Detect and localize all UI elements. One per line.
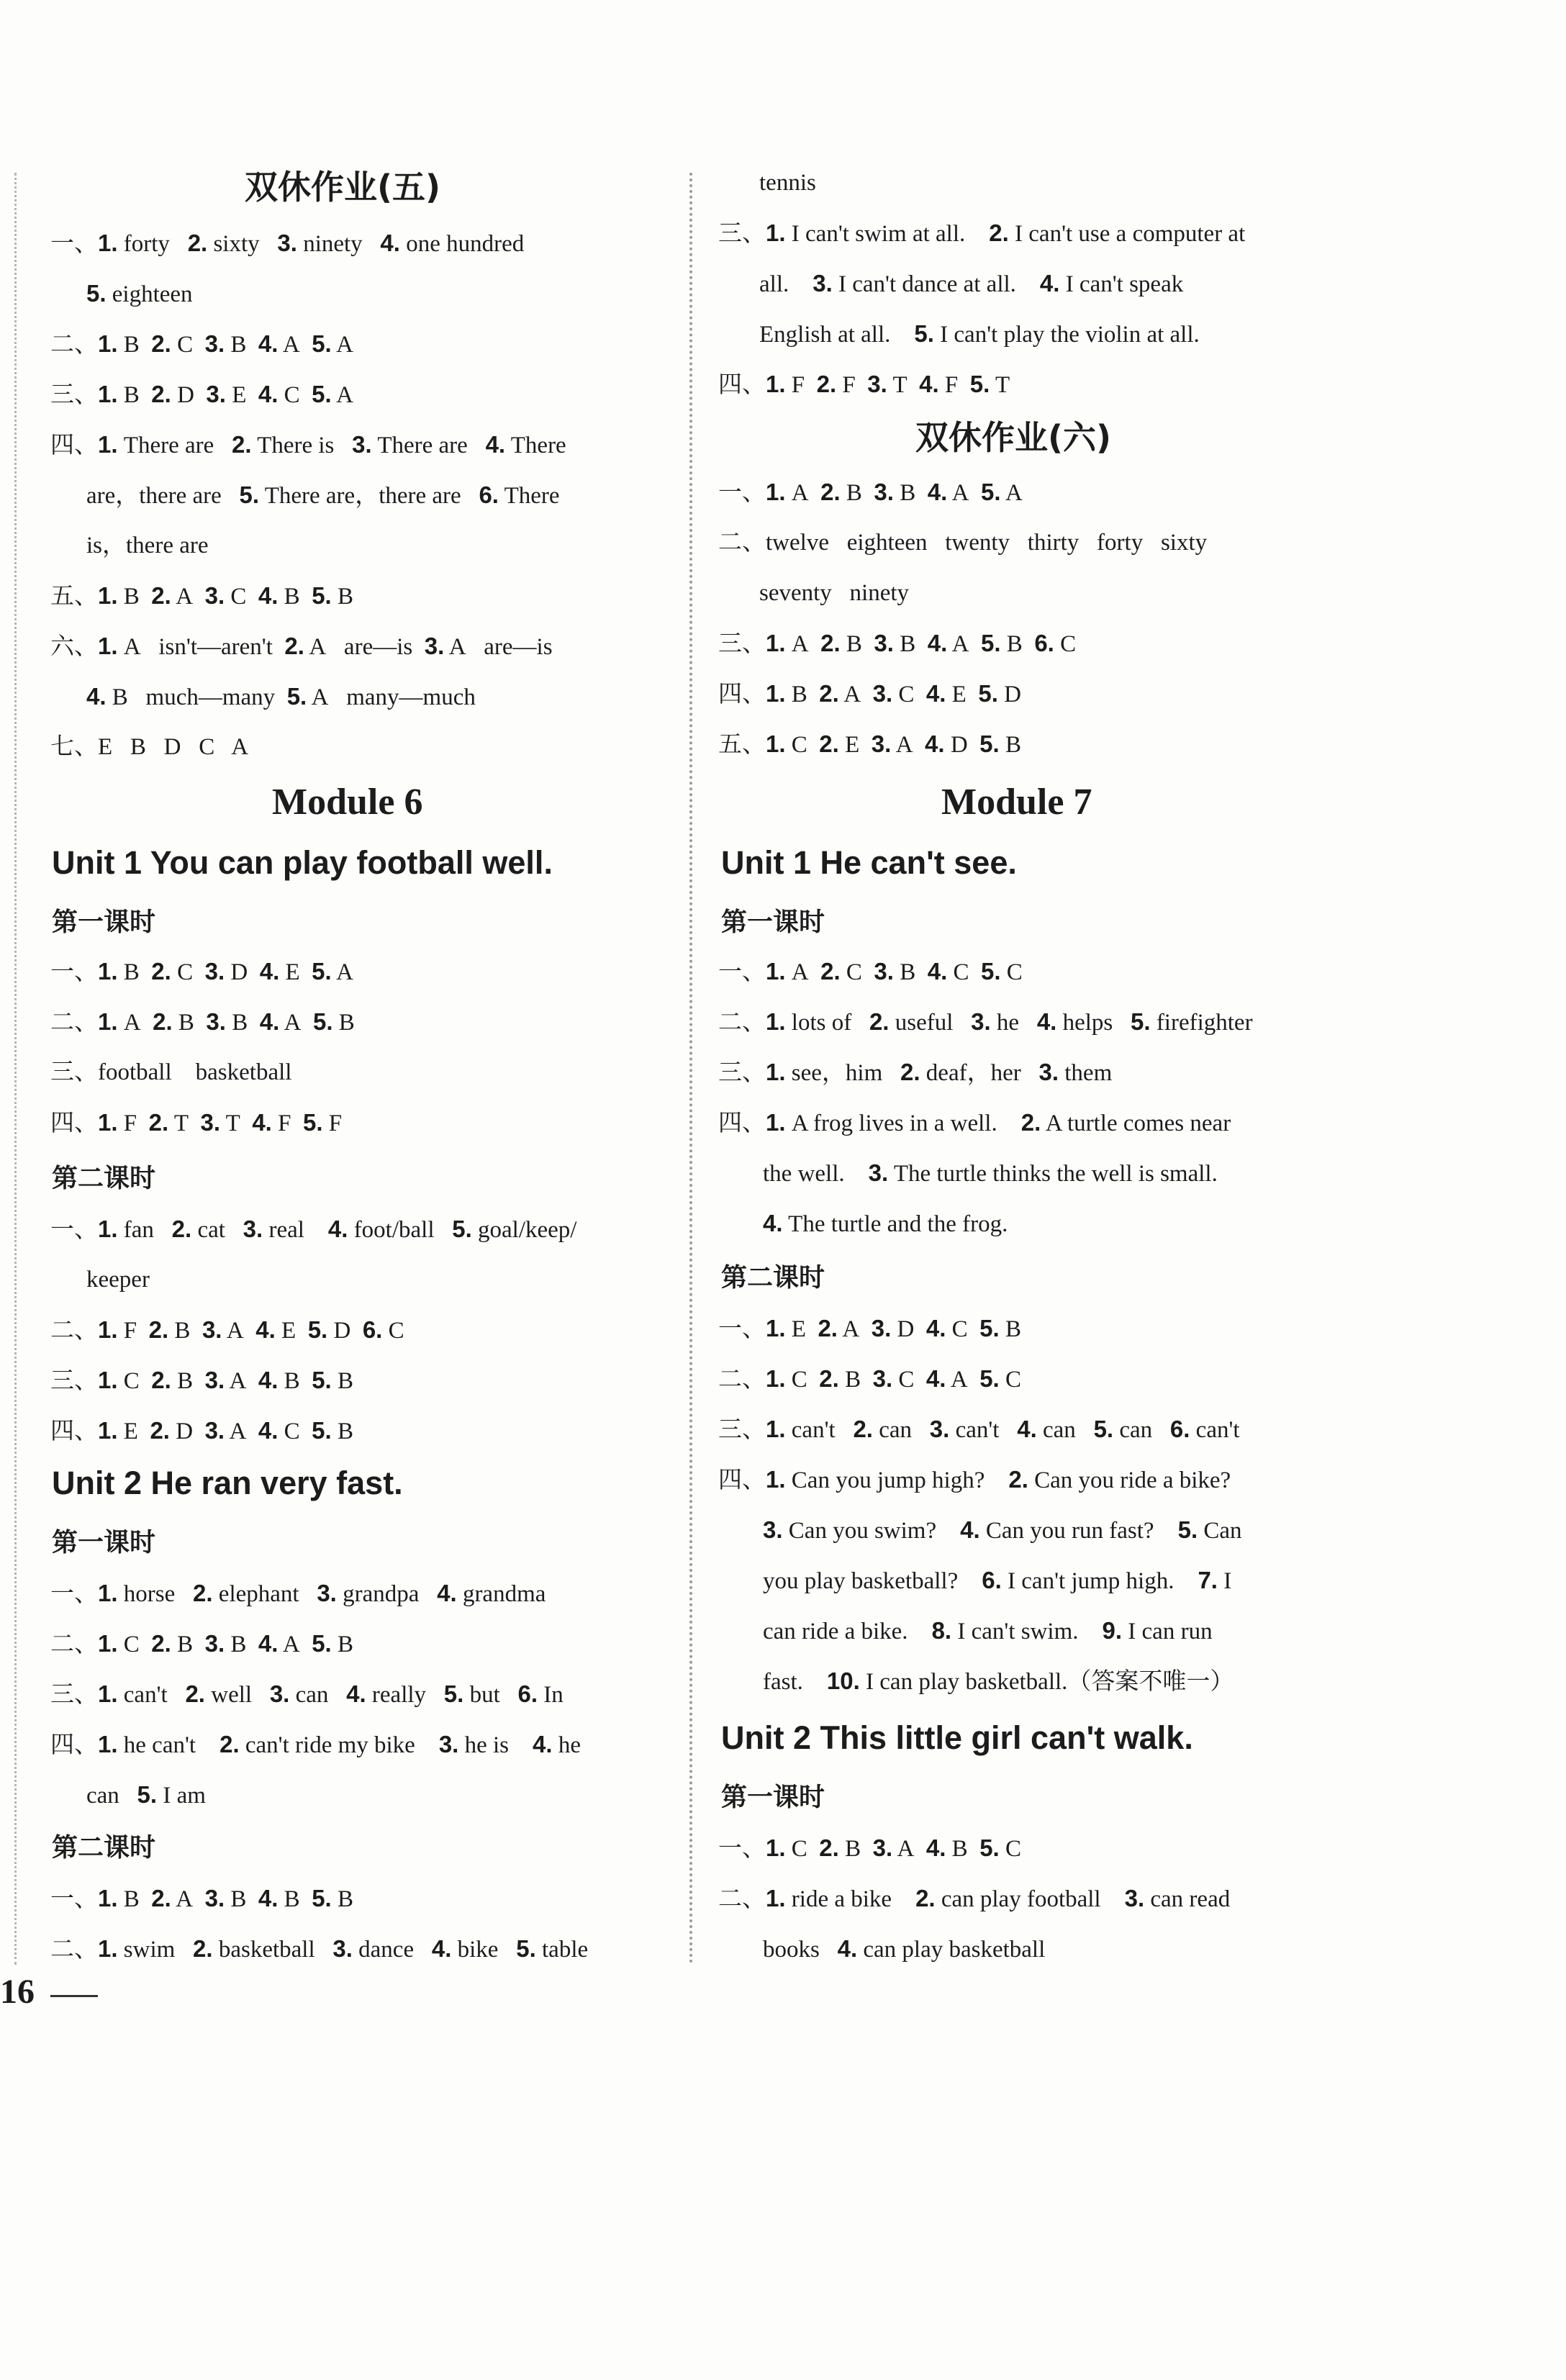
answer-line: 六、1. A isn't—aren't 2. A are—is 3. A are—is xyxy=(50,633,553,660)
answer-line: 三、1. B 2. D 3. E 4. C 5. A xyxy=(50,381,353,408)
answer-line: 三、1. I can't swim at all. 2. I can't use a computer at xyxy=(718,220,1246,247)
m6-u1-lesson1-heading: 第一课时 xyxy=(52,908,156,937)
answer-line: 一、1. E 2. A 3. D 4. C 5. B xyxy=(718,1315,1021,1342)
m6-unit1-title: Unit 1 You can play football well. xyxy=(52,844,553,881)
answer-line: 一、1. C 2. B 3. A 4. B 5. C xyxy=(718,1834,1021,1862)
answer-line: 三、1. can't 2. well 3. can 4. really 5. but 6. In xyxy=(50,1680,564,1708)
answer-line: 3. Can you swim? 4. Can you run fast? 5. Can xyxy=(763,1516,1242,1544)
left-margin-rule xyxy=(14,173,17,1965)
answer-line: 四、1. A frog lives in a well. 2. A turtle comes near xyxy=(718,1109,1231,1136)
answer-line: 二、1. lots of 2. useful 3. he 4. helps 5. firefighter xyxy=(718,1008,1253,1036)
answer-line: are，there are 5. There are，there are 6. There xyxy=(86,481,560,509)
hw6-title: 双休作业(六) xyxy=(915,418,1112,457)
answer-line: 四、1. F 2. F 3. T 4. F 5. T xyxy=(718,371,1010,398)
answer-line: 三、football basketball xyxy=(50,1059,292,1085)
answer-line: all. 3. I can't dance at all. 4. I can't speak xyxy=(759,270,1184,297)
m7-u2-lesson1-heading: 第一课时 xyxy=(721,1783,825,1812)
answer-line: 一、1. A 2. B 3. B 4. A 5. A xyxy=(718,479,1023,506)
answer-line: 三、1. C 2. B 3. A 4. B 5. B xyxy=(50,1367,353,1394)
answer-line: 四、1. B 2. A 3. C 4. E 5. D xyxy=(718,680,1021,707)
answer-line: 二、1. F 2. B 3. A 4. E 5. D 6. C xyxy=(50,1316,404,1344)
m6-u1-lesson2-heading: 第二课时 xyxy=(52,1164,156,1193)
m6-u2-lesson1-heading: 第一课时 xyxy=(52,1528,156,1557)
module7-title: Module 7 xyxy=(941,782,1092,823)
answer-line: seventy ninety xyxy=(759,580,910,606)
answer-line: 四、1. Can you jump high? 2. Can you ride a bike? xyxy=(718,1466,1231,1493)
m7-u1-lesson2-heading: 第二课时 xyxy=(721,1263,825,1293)
answer-line: 一、1. B 2. C 3. D 4. E 5. A xyxy=(50,958,353,985)
column-divider xyxy=(689,173,692,1965)
answer-line: 一、1. A 2. C 3. B 4. C 5. C xyxy=(718,958,1023,985)
m6-unit2-title: Unit 2 He ran very fast. xyxy=(52,1465,403,1501)
answer-line: 4. The turtle and the frog. xyxy=(763,1210,1008,1237)
m6-u2-lesson2-heading: 第二课时 xyxy=(52,1833,156,1863)
answer-line: 一、1. fan 2. cat 3. real 4. foot/ball 5. goal/keep/ xyxy=(50,1216,577,1243)
answer-line: 三、1. A 2. B 3. B 4. A 5. B 6. C xyxy=(718,630,1077,657)
answer-line: 二、1. ride a bike 2. can play football 3. can read xyxy=(718,1885,1231,1912)
answer-line: books 4. can play basketball xyxy=(763,1935,1046,1963)
answer-line: 一、1. forty 2. sixty 3. ninety 4. one hundred xyxy=(50,230,525,257)
answer-line: 一、1. horse 2. elephant 3. grandpa 4. grandma xyxy=(50,1580,546,1607)
m7-u1-lesson1-heading: 第一课时 xyxy=(721,908,825,937)
answer-line: 5. eighteen xyxy=(86,280,193,307)
answer-line: 4. B much—many 5. A many—much xyxy=(86,683,476,710)
answer-line: fast. 10. I can play basketball.（答案不唯一） xyxy=(763,1668,1234,1695)
answer-line: 四、1. E 2. D 3. A 4. C 5. B xyxy=(50,1417,353,1444)
answer-line: 四、1. F 2. T 3. T 4. F 5. F xyxy=(50,1109,343,1136)
answer-line: 五、1. B 2. A 3. C 4. B 5. B xyxy=(50,582,353,610)
answer-line: English at all. 5. I can't play the violin at all. xyxy=(759,320,1200,348)
m7-unit1-title: Unit 1 He can't see. xyxy=(721,844,1017,881)
answer-line: 五、1. C 2. E 3. A 4. D 5. B xyxy=(718,730,1021,758)
answer-line: 二、1. swim 2. basketball 3. dance 4. bike 5. table xyxy=(50,1935,589,1963)
answer-line: you play basketball? 6. I can't jump high. 7. I xyxy=(763,1567,1232,1594)
answer-line: 七、E B D C A xyxy=(50,734,249,760)
answer-line: 三、1. see，him 2. deaf，her 3. them xyxy=(718,1059,1113,1086)
hw5-title: 双休作业(五) xyxy=(245,168,441,207)
answer-line: 四、1. he can't 2. can't ride my bike 3. he is 4. he xyxy=(50,1731,581,1758)
answer-line: keeper xyxy=(86,1267,150,1293)
answer-line: 四、1. There are 2. There is 3. There are 4. There xyxy=(50,431,566,458)
answer-line: 三、1. can't 2. can 3. can't 4. can 5. can 6. can't xyxy=(718,1416,1240,1443)
page-number-dash xyxy=(50,1995,98,1997)
answer-line: 二、1. C 2. B 3. B 4. A 5. B xyxy=(50,1630,353,1657)
m7-unit2-title: Unit 2 This little girl can't walk. xyxy=(721,1719,1193,1756)
answer-line: can 5. I am xyxy=(86,1781,206,1809)
answer-line: is，there are xyxy=(86,533,209,558)
answer-line: 一、1. B 2. A 3. B 4. B 5. B xyxy=(50,1885,353,1912)
answer-line: the well. 3. The turtle thinks the well is small. xyxy=(763,1159,1218,1187)
answer-line: tennis xyxy=(759,170,816,196)
module6-title: Module 6 xyxy=(272,782,423,823)
answer-line: 二、1. C 2. B 3. C 4. A 5. C xyxy=(718,1365,1021,1393)
answer-line: can ride a bike. 8. I can't swim. 9. I can run xyxy=(763,1617,1213,1644)
answer-line: 二、1. B 2. C 3. B 4. A 5. A xyxy=(50,330,353,358)
answer-line: 二、1. A 2. B 3. B 4. A 5. B xyxy=(50,1008,355,1036)
answer-line: 二、twelve eighteen twenty thirty forty sixty xyxy=(718,530,1208,556)
page-number: 16 xyxy=(0,1973,35,2011)
